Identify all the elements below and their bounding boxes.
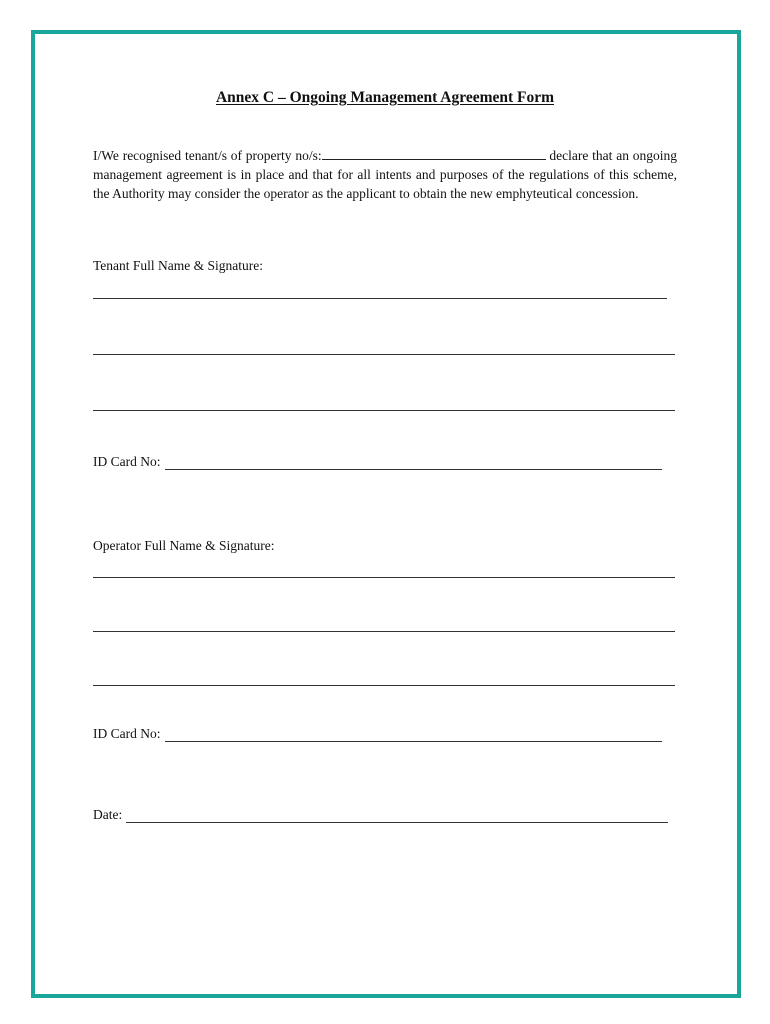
date-label: Date: <box>93 807 123 822</box>
tenant-name-signature-label: Tenant Full Name & Signature: <box>93 258 264 273</box>
operator-name-signature-label: Operator Full Name & Signature: <box>93 538 275 553</box>
declaration-paragraph <box>93 146 677 203</box>
tenant-id-card-line[interactable] <box>165 457 662 470</box>
tenant-id-card-label: ID Card No: <box>93 454 161 469</box>
date-field <box>93 807 668 823</box>
operator-id-card-label: ID Card No: <box>93 726 161 741</box>
declaration-text-end: declare that an ongoing management agreement is in place and that for all intents and purposes of the regulations of this scheme, the Authority may consider the operator as the applicant to obtain the new emphyteutical concession. <box>93 148 677 201</box>
operator-id-card-line[interactable] <box>165 729 662 742</box>
declaration-text-start: I/We recognised tenant/s of property no/s: <box>93 148 322 163</box>
tenant-signature-line-3[interactable] <box>93 410 675 411</box>
operator-signature-line-1[interactable] <box>93 577 675 578</box>
operator-signature-line-3[interactable] <box>93 685 675 686</box>
tenant-signature-line-2[interactable] <box>93 354 675 355</box>
operator-id-card-field <box>93 726 662 742</box>
tenant-id-card-field <box>93 454 662 470</box>
property-number-field[interactable] <box>322 147 546 160</box>
tenant-signature-line-1[interactable] <box>93 298 667 299</box>
date-line[interactable] <box>126 810 668 823</box>
form-title: Annex C – Ongoing Management Agreement Form <box>215 89 555 106</box>
operator-signature-line-2[interactable] <box>93 631 675 632</box>
